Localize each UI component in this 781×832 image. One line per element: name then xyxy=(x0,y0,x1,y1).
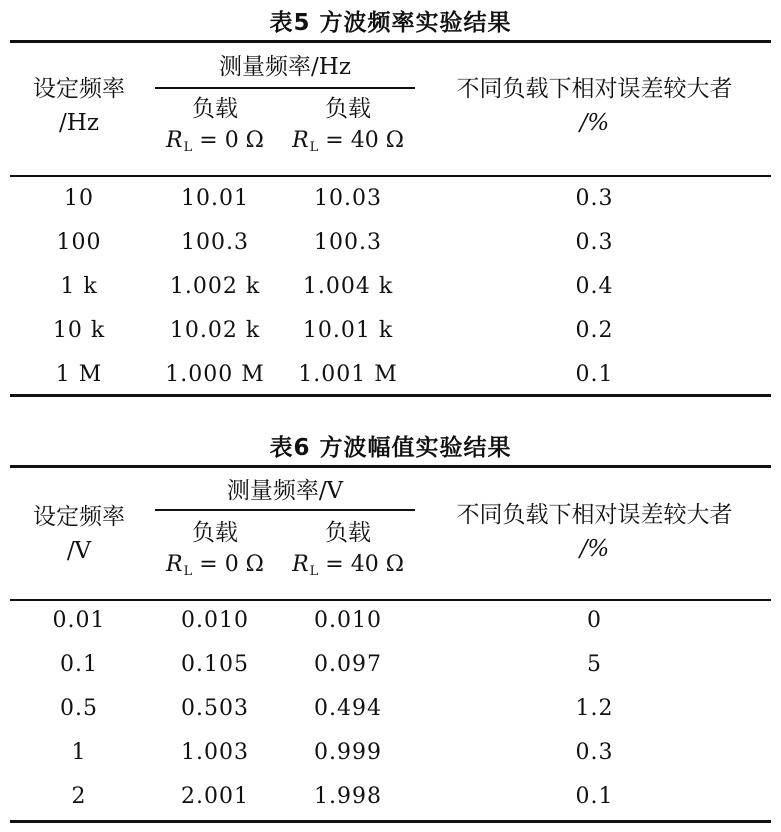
table-cell: 1.001 M xyxy=(298,362,398,387)
table6-header-setfreq: 设定频率 /V xyxy=(33,504,125,564)
table-cell: 10 k xyxy=(52,318,106,343)
table5-header-group: 测量频率/Hz xyxy=(219,54,351,80)
table-cell: 1.003 xyxy=(181,740,249,765)
table-cell: 0.3 xyxy=(575,230,614,255)
table6-header-relerror: 不同负载下相对误差较大者 /% xyxy=(456,502,733,562)
table6-caption: 表6 方波幅值实验结果 xyxy=(269,435,512,461)
table-cell: 0.494 xyxy=(314,696,382,721)
table-cell: 100.3 xyxy=(314,230,382,255)
table-cell: 0.097 xyxy=(314,652,382,677)
table6-top-rule xyxy=(10,465,771,468)
table5-header-load-rl40: 负载 RL = 40 Ω xyxy=(292,96,404,155)
table-cell: 5 xyxy=(587,652,602,677)
table-cell: 1.000 M xyxy=(165,362,265,387)
table-cell: 1 xyxy=(71,740,87,765)
table-cell: 1.2 xyxy=(575,696,614,721)
table-cell: 0.105 xyxy=(181,652,249,677)
table-cell: 10.01 k xyxy=(302,318,394,343)
table-cell: 1.004 k xyxy=(302,274,394,299)
table-cell: 0.503 xyxy=(181,696,249,721)
table-cell: 0.3 xyxy=(575,740,614,765)
table-cell: 2.001 xyxy=(181,784,249,809)
table6-header-load-rl0: 负载 RL = 0 Ω xyxy=(166,520,264,579)
table5-caption: 表5 方波频率实验结果 xyxy=(269,10,512,36)
table6-header-rule xyxy=(10,599,771,601)
table-cell: 0.010 xyxy=(314,608,382,633)
table-cell: 1 M xyxy=(55,362,103,387)
table-cell: 0.1 xyxy=(60,652,98,677)
table-cell: 0.1 xyxy=(575,362,614,387)
table6-header-load-rl40: 负载 RL = 40 Ω xyxy=(292,520,404,579)
table-cell: 10.01 xyxy=(181,186,249,211)
table6-header-group: 测量频率/V xyxy=(226,478,344,504)
table-cell: 0.4 xyxy=(575,274,614,299)
table6-bottom-rule xyxy=(10,820,771,823)
table6 xyxy=(10,0,771,832)
table-cell: 0.5 xyxy=(60,696,98,721)
table-cell: 0.01 xyxy=(52,608,106,633)
table-cell: 0.2 xyxy=(575,318,614,343)
table-cell: 10.02 k xyxy=(169,318,261,343)
table-cell: 10.03 xyxy=(314,186,382,211)
table-cell: 0.010 xyxy=(181,608,249,633)
table-cell: 0.999 xyxy=(314,740,382,765)
table-cell: 1.998 xyxy=(314,784,382,809)
table6-group-subrule xyxy=(155,509,415,511)
table5-header-setfreq: 设定频率 /Hz xyxy=(33,76,125,136)
table-cell: 100 xyxy=(56,230,102,255)
table5-header-relerror: 不同负载下相对误差较大者 /% xyxy=(456,76,733,136)
table-cell: 0.3 xyxy=(575,186,614,211)
table-cell: 2 xyxy=(71,784,87,809)
table-cell: 1.002 k xyxy=(169,274,261,299)
table-cell: 1 k xyxy=(60,274,98,299)
table-cell: 0 xyxy=(587,608,602,633)
table-cell: 10 xyxy=(64,186,94,211)
table-cell: 0.1 xyxy=(575,784,614,809)
table-cell: 100.3 xyxy=(181,230,249,255)
table5-header-load-rl0: 负载 RL = 0 Ω xyxy=(166,96,264,155)
